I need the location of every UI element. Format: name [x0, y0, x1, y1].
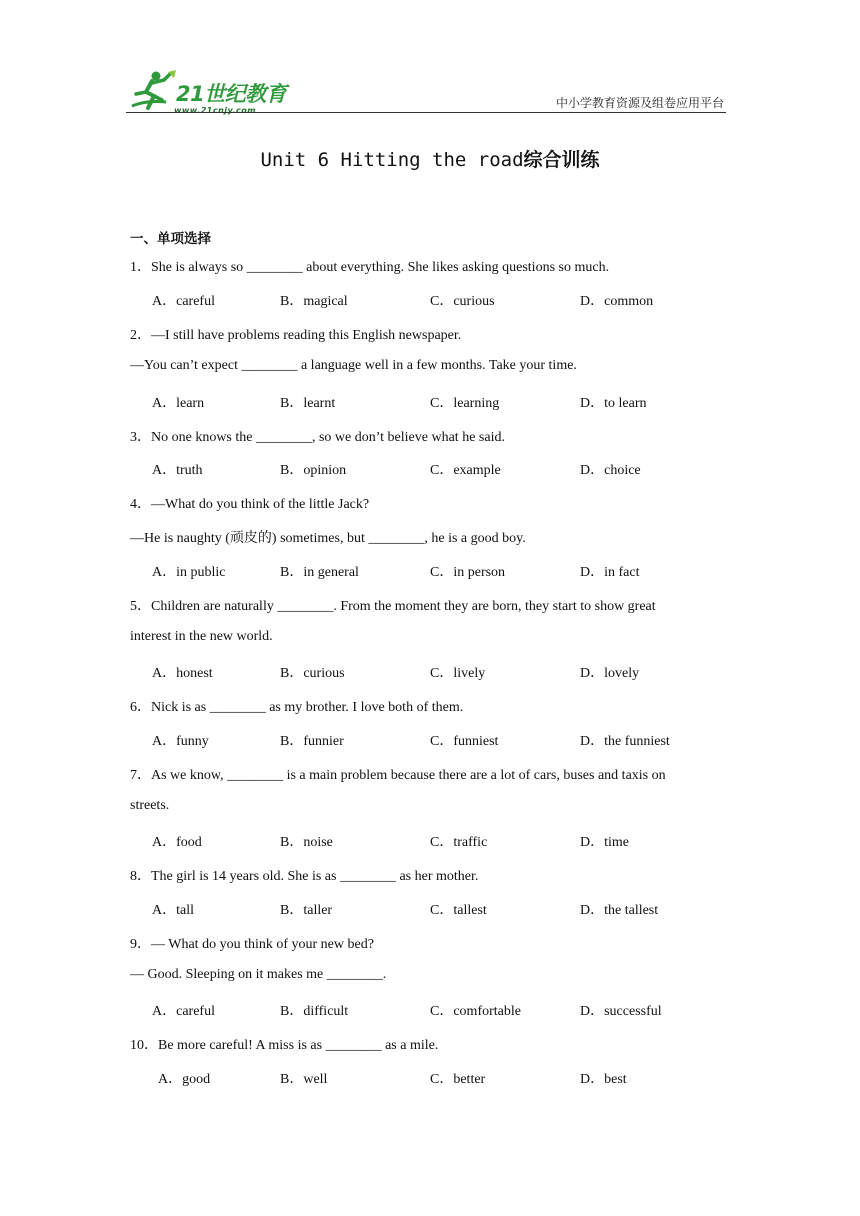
option-c: C．comfortable [430, 1004, 521, 1019]
option-d: D．time [580, 835, 629, 850]
option-a: A．careful [152, 294, 215, 309]
option-c: C．tallest [430, 903, 487, 918]
option-b: B．difficult [280, 1004, 349, 1019]
question-text: streets. [130, 798, 170, 813]
option-d: D．in fact [580, 565, 640, 580]
title-english: Unit 6 Hitting the road [260, 149, 524, 171]
option-d: D．successful [580, 1004, 662, 1019]
page-header [126, 64, 726, 116]
option-b: B．noise [280, 835, 333, 850]
header-tagline: 中小学教育资源及组卷应用平台 [555, 96, 724, 110]
option-d: D．to learn [580, 396, 647, 411]
question-text: 7．As we know, ________ is a main problem because there are a lot of cars, buses and taxis on [130, 768, 666, 783]
option-a: A．food [152, 835, 202, 850]
option-c: C．traffic [430, 835, 488, 850]
question-text: 4．—What do you think of the little Jack? [130, 497, 370, 512]
option-a: A．truth [152, 463, 203, 478]
option-d: D．best [580, 1072, 627, 1087]
option-c: C．better [430, 1072, 486, 1087]
option-b: B．well [280, 1072, 328, 1087]
option-b: B．opinion [280, 463, 347, 478]
logo-text: 21世纪教育 [176, 82, 287, 106]
option-b: B．in general [280, 565, 359, 580]
option-d: D．choice [580, 463, 641, 478]
question-text: —He is naughty (顽皮的) sometimes, but ________, he is a good boy. [130, 531, 526, 546]
option-a: A．careful [152, 1004, 215, 1019]
option-b: B．taller [280, 903, 333, 918]
option-a: A．good [158, 1072, 211, 1087]
question-text: 3．No one knows the ________, so we don’t believe what he said. [130, 430, 505, 445]
section-heading: 一、单项选择 [130, 231, 211, 247]
option-c: C．example [430, 463, 501, 478]
option-b: B．curious [280, 666, 345, 681]
option-d: D．the tallest [580, 903, 659, 918]
logo-url: www.21cnjy.com [174, 106, 257, 115]
page-title [0, 145, 860, 172]
question-text: 2．—I still have problems reading this English newspaper. [130, 328, 462, 343]
option-b: B．learnt [280, 396, 336, 411]
option-a: A．learn [152, 396, 205, 411]
option-c: C．lively [430, 666, 486, 681]
option-a: A．in public [152, 565, 226, 580]
question-text: 1．She is always so ________ about everything. She likes asking questions so much. [130, 260, 610, 275]
option-a: A．honest [152, 666, 213, 681]
logo [126, 70, 296, 116]
question-text: — Good. Sleeping on it makes me ________. [130, 967, 387, 982]
title-chinese: 综合训练 [523, 149, 600, 171]
option-c: C．funniest [430, 734, 499, 749]
option-a: A．tall [152, 903, 194, 918]
runner-logo-icon [126, 70, 178, 116]
option-b: B．magical [280, 294, 348, 309]
option-d: D．lovely [580, 666, 640, 681]
option-c: C．curious [430, 294, 495, 309]
question-text: 9．— What do you think of your new bed? [130, 937, 374, 952]
question-text: —You can’t expect ________ a language well in a few months. Take your time. [130, 358, 577, 373]
question-text: 5．Children are naturally ________. From the moment they are born, they start to show great [130, 599, 656, 614]
option-c: C．in person [430, 565, 506, 580]
option-c: C．learning [430, 396, 500, 411]
header-divider [126, 112, 726, 113]
option-a: A．funny [152, 734, 209, 749]
question-text: interest in the new world. [130, 629, 273, 644]
option-d: D．the funniest [580, 734, 670, 749]
question-text: 8．The girl is 14 years old. She is as ________ as her mother. [130, 869, 479, 884]
option-d: D．common [580, 294, 654, 309]
option-b: B．funnier [280, 734, 344, 749]
question-text: 6．Nick is as ________ as my brother. I love both of them. [130, 700, 464, 715]
question-text: 10．Be more careful! A miss is as ________ as a mile. [130, 1038, 439, 1053]
